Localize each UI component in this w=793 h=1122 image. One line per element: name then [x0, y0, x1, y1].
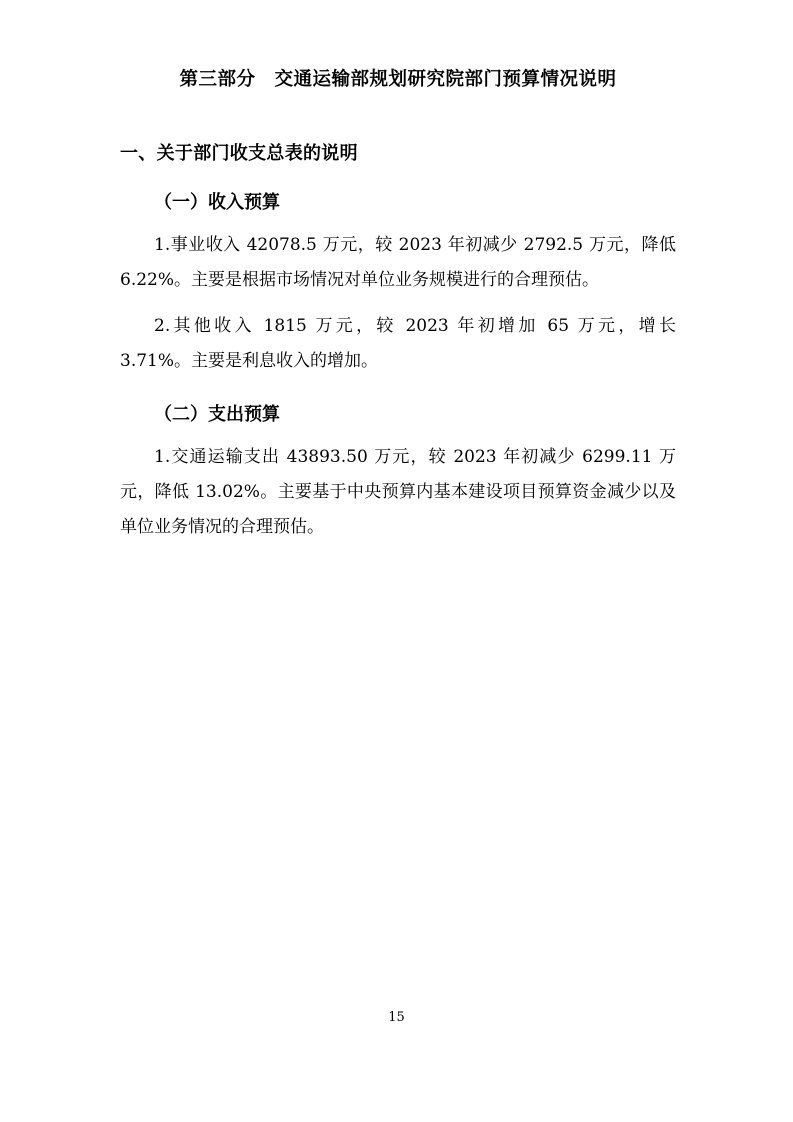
subsection-heading-expenditure: （二）支出预算 [154, 404, 280, 426]
paragraph-income-1: 1.事业收入 42078.5 万元，较 2023 年初减少 2792.5 万元，降低 6.22%。主要是根据市场情况对单位业务规模进行的合理预估。 [120, 234, 676, 290]
document-body [120, 66, 676, 545]
page-title: 第三部分 交通运输部规划研究院部门预算情况说明 [179, 69, 617, 90]
paragraph-expenditure-1: 1.交通运输支出 43893.50 万元，较 2023 年初减少 6299.11 万元，降低 13.02%。主要基于中央预算内基本建设项目预算资金减少以及单位业务情况的合理预估。 [120, 447, 676, 537]
page-number: 15 [388, 1010, 405, 1025]
section-heading: 一、关于部门收支总表的说明 [120, 142, 358, 164]
paragraph-income-2: 2.其他收入 1815 万元，较 2023 年初增加 65 万元，增长 3.71%。主要是利息收入的增加。 [120, 316, 676, 372]
subsection-heading-income: （一）收入预算 [154, 191, 280, 213]
